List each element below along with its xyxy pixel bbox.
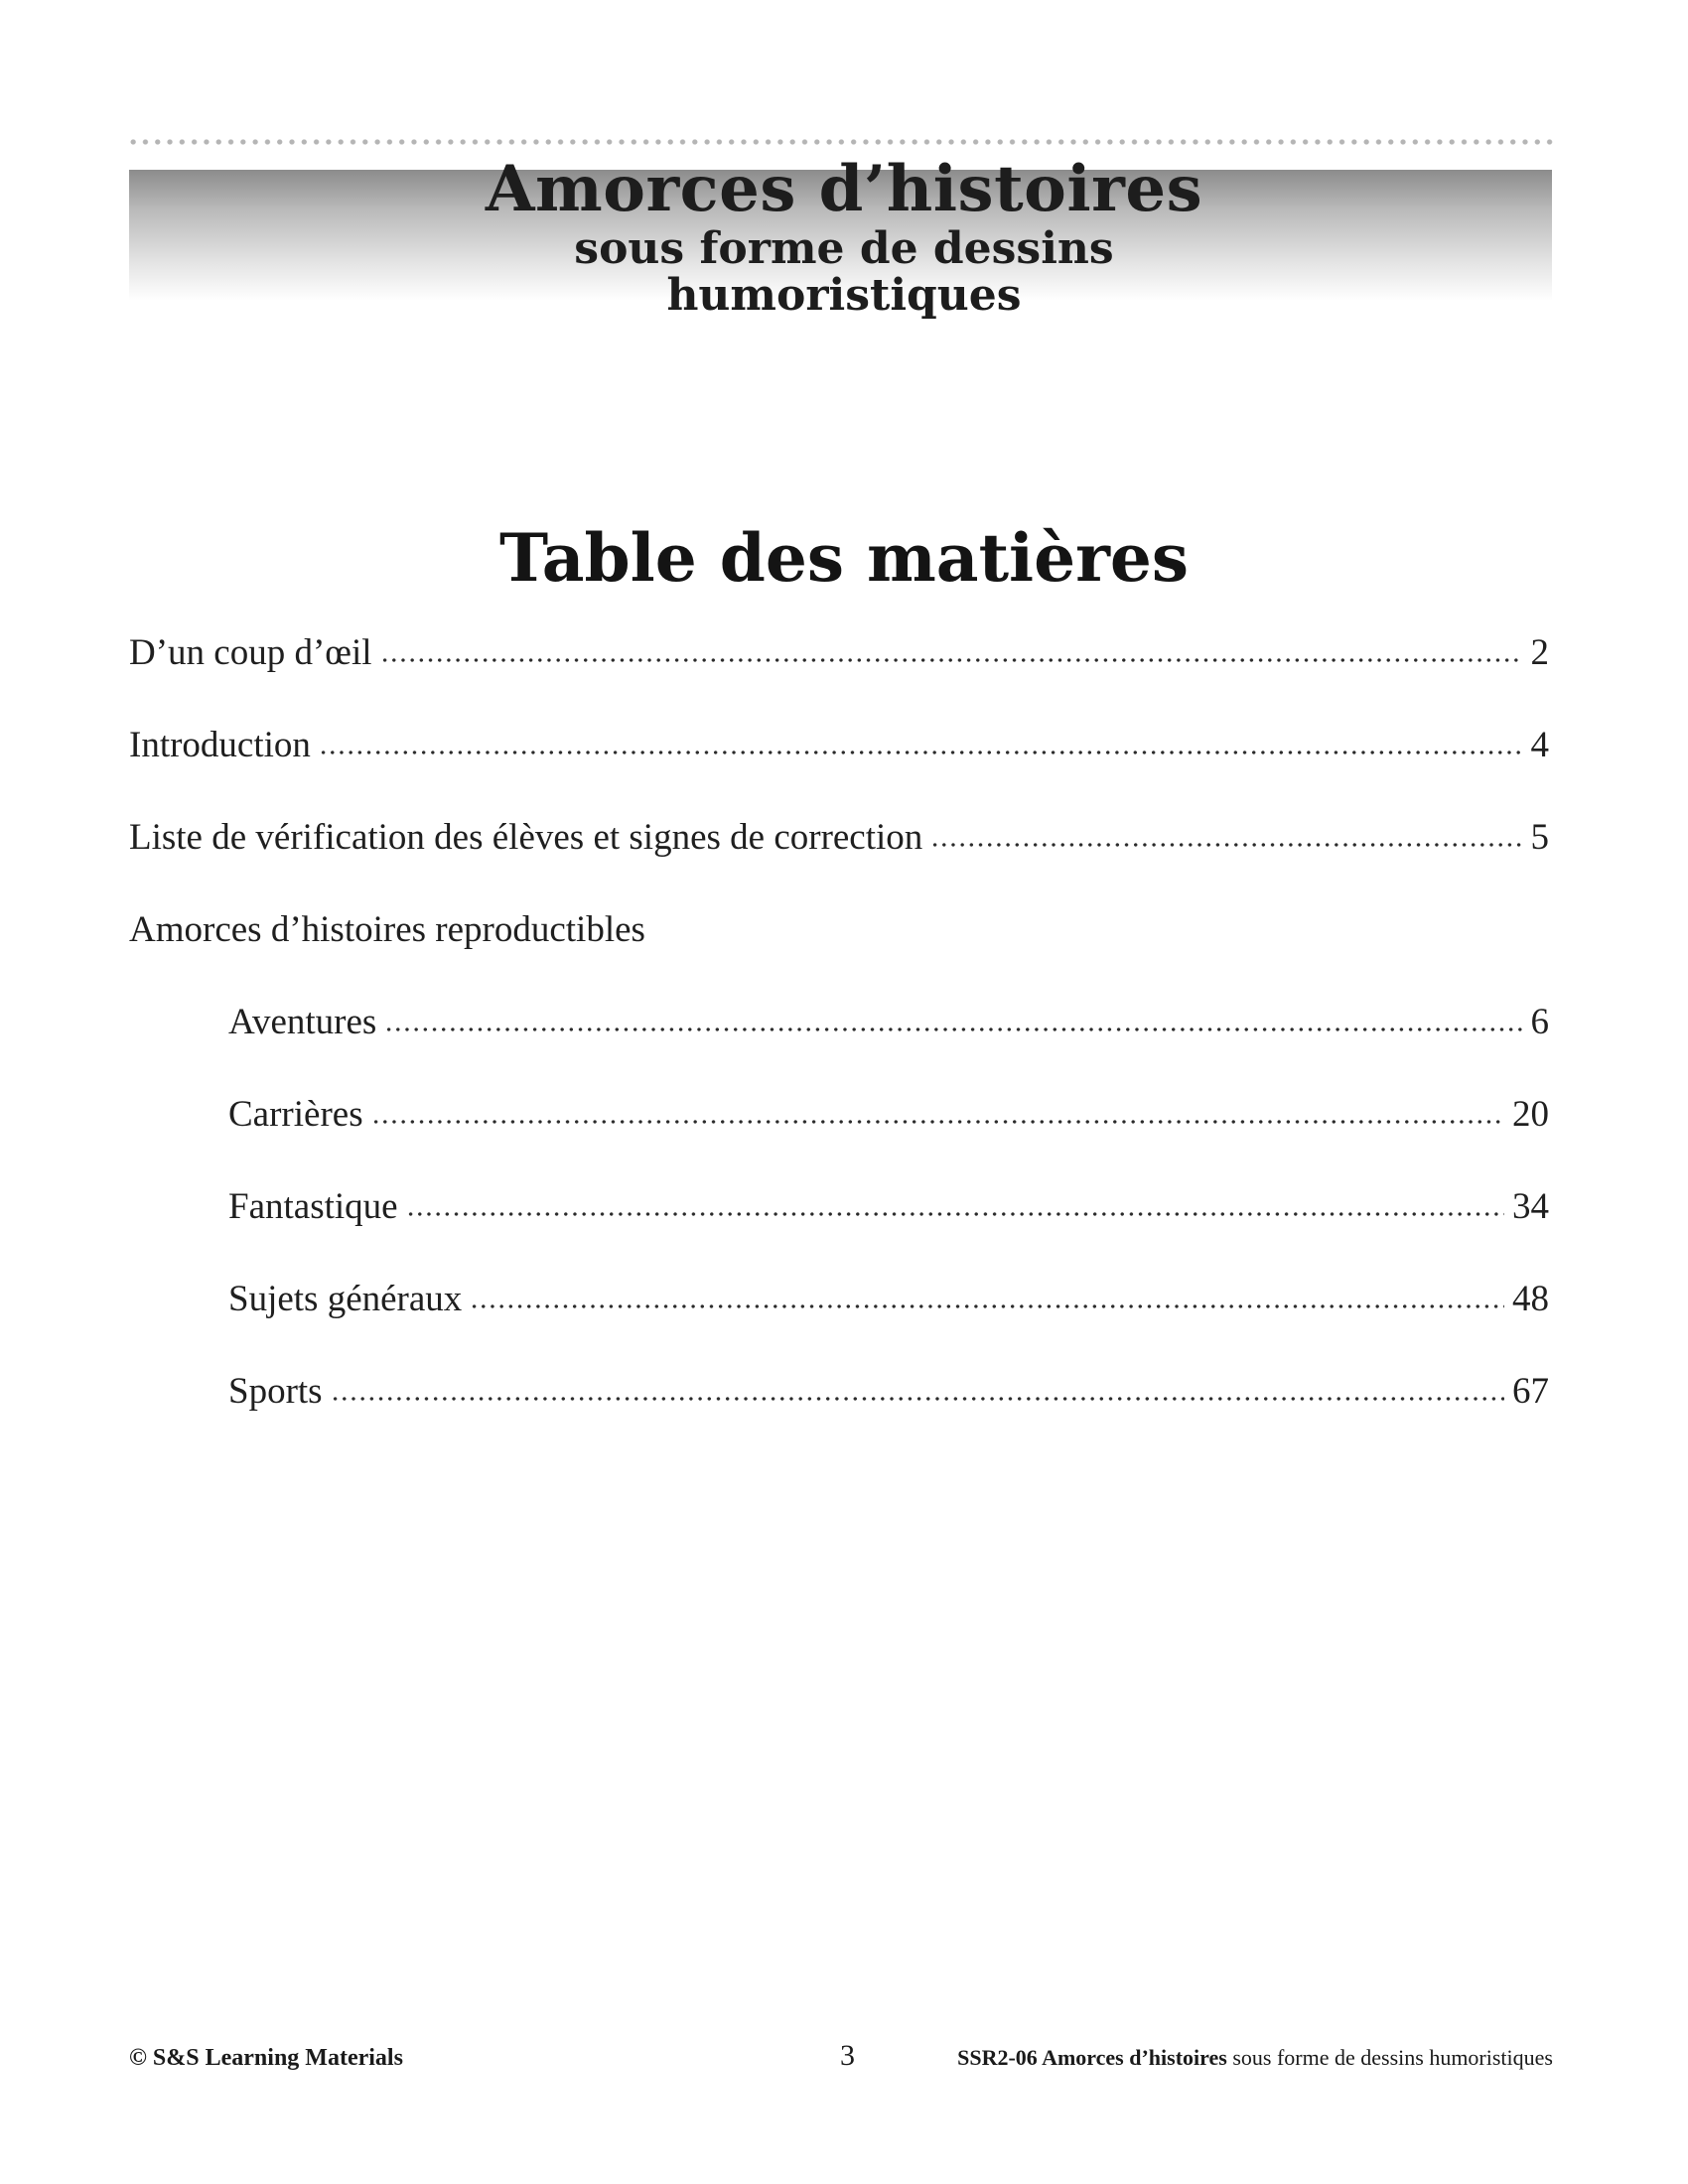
footer-copyright: © S&S Learning Materials [129, 2045, 403, 2071]
toc-heading: Table des matières [498, 519, 1190, 597]
footer-page-number: 3 [840, 2039, 855, 2072]
toc-entry-page: 4 [1530, 725, 1549, 765]
toc-entry-label: Sports [228, 1371, 323, 1412]
toc-entry [129, 813, 1549, 863]
footer-book-title [957, 2043, 1553, 2073]
footer-code-title: SSR2-06 Amorces d’histoires [957, 2045, 1227, 2070]
toc-entry [228, 1182, 1549, 1232]
dotted-rule [127, 139, 1554, 145]
toc-entry-page: 67 [1512, 1371, 1549, 1412]
dot-leader [384, 1024, 1522, 1035]
toc-entry-label: Amorces d’histoires reproductibles [129, 909, 645, 950]
toc-entry [228, 998, 1549, 1047]
toc-entry-label: Introduction [129, 725, 311, 765]
toc-entry-label: Liste de vérification des élèves et signes de correction [129, 817, 923, 858]
dot-leader [331, 1393, 1504, 1405]
dot-leader [380, 654, 1523, 666]
toc-entry-page: 2 [1530, 632, 1549, 673]
toc-entry-label: Aventures [228, 1002, 377, 1042]
toc-entry-page: 6 [1530, 1002, 1549, 1042]
toc-entry-page: 5 [1530, 817, 1549, 858]
footer-subtitle: sous forme de dessins humoristiques [1232, 2045, 1553, 2070]
toc-entry [129, 628, 1549, 678]
toc-entry [228, 1090, 1549, 1140]
toc-entry-label: Fantastique [228, 1186, 398, 1227]
banner-title-line1: Amorces d’histoires [485, 152, 1203, 226]
toc-entry [228, 1367, 1549, 1417]
toc-entry-page: 34 [1512, 1186, 1549, 1227]
toc-entry-label: Carrières [228, 1094, 363, 1135]
dot-leader [470, 1300, 1504, 1312]
banner-title-line3: humoristiques [666, 270, 1022, 321]
dot-leader [406, 1208, 1504, 1220]
toc-entry [228, 1275, 1549, 1324]
toc-entry-label: Sujets généraux [228, 1279, 463, 1319]
toc-entry-label: D’un coup d’œil [129, 632, 372, 673]
dot-leader [930, 839, 1522, 851]
toc-section-heading [129, 905, 1549, 955]
toc-entry [129, 721, 1549, 770]
banner-title-line2: sous forme de dessins [574, 223, 1114, 274]
toc-entry-page: 48 [1512, 1279, 1549, 1319]
toc-entry-page: 20 [1512, 1094, 1549, 1135]
dot-leader [371, 1116, 1504, 1128]
dot-leader [319, 747, 1523, 758]
